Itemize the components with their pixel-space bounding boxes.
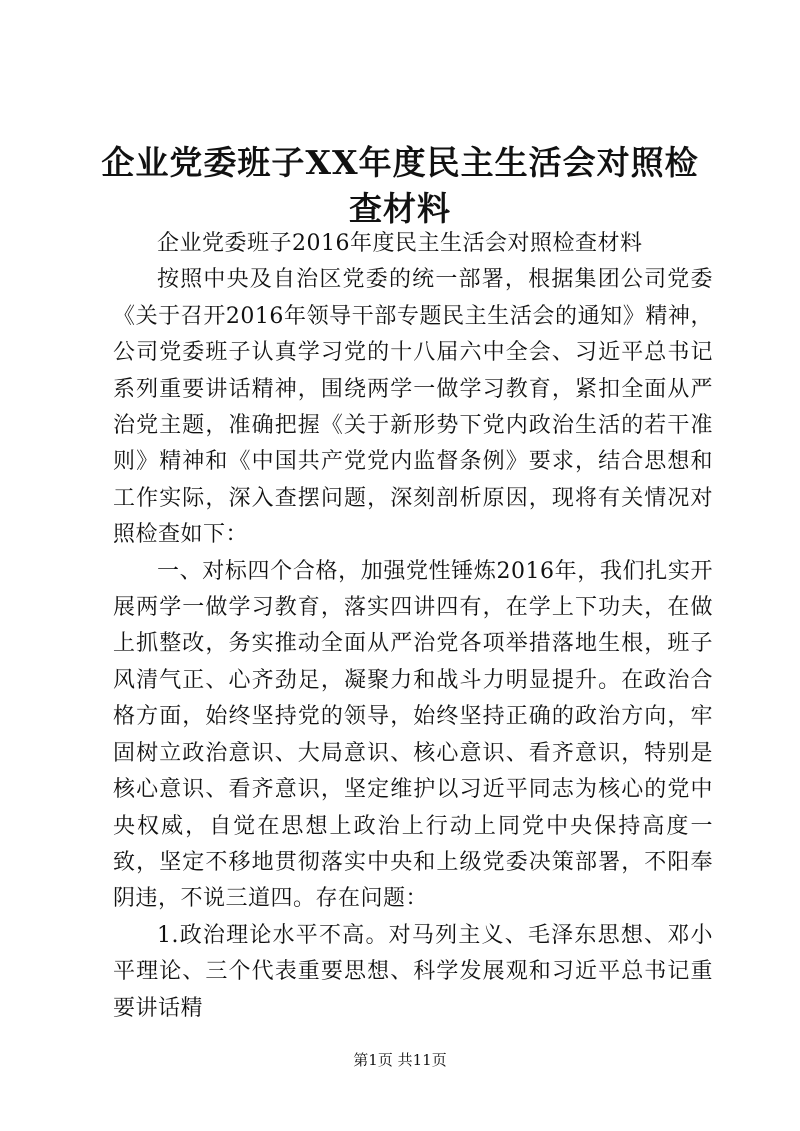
page-number-footer: 第1页 共11页 [353,1051,447,1069]
document-title: 企业党委班子XX年度民主生活会对照检查材料 [101,143,699,228]
paragraph-intro: 按照中央及自治区党委的统一部署，根据集团公司党委《关于召开2016年领导干部专题民主生活会的通知》精神，公司党委班子认真学习党的十八届六中全会、习近平总书记系列重要讲话精神，围绕两学一做学习教育，紧扣全面从严治党主题，准确把握《关于新形势下党内政治生活的若干准则》精神和《中国共产党党内监督条例》要求，结合思想和工作实际，深入查摆问题，深刻剖析原因，现将有关情况对照检查如下： [113,267,713,548]
paragraph-issue-one: 1.政治理论水平不高。对马列主义、毛泽东思想、邓小平理论、三个代表重要思想、科学发展观和习近平总书记重要讲话精 [113,922,713,1021]
paragraph-subtitle: 企业党委班子2016年度民主生活会对照检查材料 [157,231,643,256]
paragraph-section-one: 一、对标四个合格，加强党性锤炼2016年，我们扎实开展两学一做学习教育，落实四讲四有，在学上下功夫，在做上抓整改，务实推动全面从严治党各项举措落地生根，班子风清气正、心齐劲足，凝聚力和战斗力明显提升。在政治合格方面，始终坚持党的领导，始终坚持正确的政治方向，牢固树立政治意识、大局意识、核心意识、看齐意识，特别是核心意识、看齐意识，坚定维护以习近平同志为核心的党中央权威，自觉在思想上政治上行动上同党中央保持高度一致，坚定不移地贯彻落实中央和上级党委决策部署，不阳奉阴违，不说三道四。存在问题： [113,558,713,912]
document-body [113,226,713,1027]
